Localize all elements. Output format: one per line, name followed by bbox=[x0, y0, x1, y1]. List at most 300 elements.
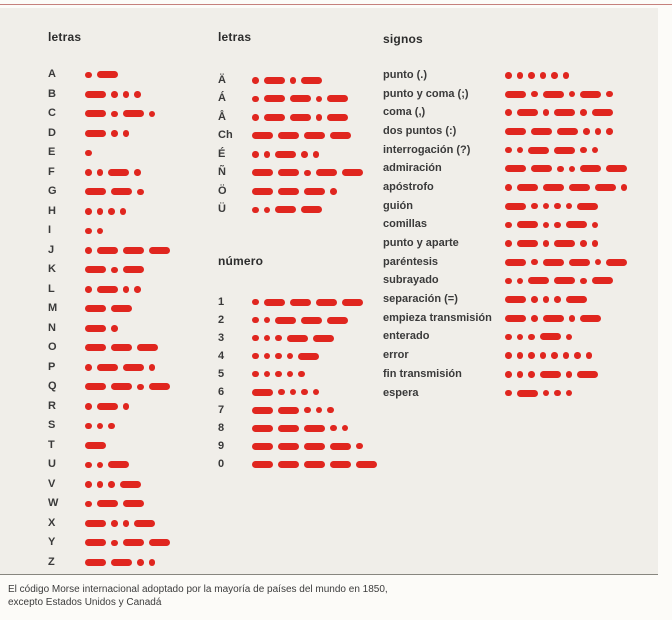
morse-dash bbox=[543, 315, 564, 322]
code-label: fin transmisión bbox=[383, 367, 462, 380]
morse-dot bbox=[528, 352, 535, 359]
morse-dash bbox=[554, 240, 575, 247]
morse-dot bbox=[528, 371, 535, 378]
morse-dot bbox=[531, 203, 538, 210]
code-row bbox=[48, 260, 175, 280]
morse-dash bbox=[330, 443, 351, 450]
morse-dash bbox=[528, 277, 549, 284]
morse-dot bbox=[304, 407, 311, 414]
morse-code bbox=[85, 325, 123, 332]
code-label: Ö bbox=[218, 184, 227, 197]
code-row bbox=[48, 221, 175, 241]
header-letters-1: letras bbox=[48, 30, 82, 44]
code-row bbox=[48, 319, 175, 339]
morse-dot bbox=[543, 240, 550, 247]
code-label: espera bbox=[383, 386, 419, 399]
caption bbox=[8, 583, 548, 609]
morse-dot bbox=[517, 278, 524, 285]
morse-dot bbox=[621, 184, 628, 191]
morse-code bbox=[505, 259, 632, 266]
code-row bbox=[48, 416, 175, 436]
morse-dot bbox=[97, 481, 104, 488]
morse-dot bbox=[85, 481, 92, 488]
morse-dash bbox=[304, 461, 325, 468]
morse-dot bbox=[134, 91, 141, 98]
code-row bbox=[48, 143, 175, 163]
code-label: comillas bbox=[383, 218, 428, 231]
code-row bbox=[48, 338, 175, 358]
morse-dash bbox=[569, 184, 590, 191]
morse-dot bbox=[252, 114, 259, 121]
code-label: N bbox=[48, 321, 56, 334]
morse-dot bbox=[252, 335, 259, 342]
code-label: Q bbox=[48, 380, 57, 393]
morse-dash bbox=[252, 389, 273, 396]
morse-code bbox=[252, 353, 324, 360]
code-label: O bbox=[48, 341, 57, 354]
column-letters-accented bbox=[218, 71, 368, 219]
morse-dash bbox=[287, 335, 308, 342]
morse-code bbox=[505, 72, 574, 79]
code-label: B bbox=[48, 87, 56, 100]
morse-dot bbox=[252, 96, 259, 103]
code-label: T bbox=[48, 438, 55, 451]
code-label: C bbox=[48, 107, 56, 120]
morse-dot bbox=[551, 352, 558, 359]
morse-dash bbox=[517, 390, 538, 397]
morse-dot bbox=[566, 203, 573, 210]
morse-dot bbox=[97, 208, 104, 215]
morse-code bbox=[252, 407, 339, 414]
morse-dot bbox=[85, 364, 92, 371]
morse-dot bbox=[551, 72, 558, 79]
code-row bbox=[48, 182, 175, 202]
code-row bbox=[48, 397, 175, 417]
morse-dash bbox=[97, 286, 118, 293]
morse-dot bbox=[517, 352, 524, 359]
morse-dot bbox=[540, 352, 547, 359]
morse-dash bbox=[275, 317, 296, 324]
morse-dash bbox=[264, 95, 285, 102]
morse-dot bbox=[123, 520, 130, 527]
code-label: separación (=) bbox=[383, 293, 458, 306]
morse-dot bbox=[85, 501, 92, 508]
morse-code bbox=[252, 389, 324, 396]
code-row bbox=[48, 85, 175, 105]
morse-code bbox=[85, 423, 120, 430]
morse-code bbox=[85, 442, 111, 449]
morse-dot bbox=[580, 109, 587, 116]
code-row bbox=[383, 197, 632, 216]
code-row bbox=[48, 553, 175, 573]
morse-code bbox=[85, 403, 134, 410]
code-label: H bbox=[48, 204, 56, 217]
code-row bbox=[218, 71, 368, 90]
morse-dot bbox=[580, 240, 587, 247]
morse-dash bbox=[149, 383, 170, 390]
morse-dash bbox=[554, 277, 575, 284]
morse-dot bbox=[316, 96, 323, 103]
code-label: S bbox=[48, 419, 56, 432]
morse-dash bbox=[264, 77, 285, 84]
code-label: admiración bbox=[383, 162, 442, 175]
code-label: 7 bbox=[218, 403, 225, 416]
code-row bbox=[48, 163, 175, 183]
morse-dash bbox=[316, 169, 337, 176]
code-label: K bbox=[48, 263, 56, 276]
morse-dash bbox=[543, 259, 564, 266]
morse-dot bbox=[505, 352, 512, 359]
code-row bbox=[383, 346, 632, 365]
morse-code bbox=[85, 500, 149, 507]
code-label: Z bbox=[48, 555, 55, 568]
morse-dot bbox=[111, 111, 118, 118]
morse-dash bbox=[592, 109, 613, 116]
header-signs: signos bbox=[383, 32, 423, 46]
morse-dash bbox=[85, 325, 106, 332]
code-label: Ü bbox=[218, 203, 226, 216]
morse-dash bbox=[264, 299, 285, 306]
morse-dot bbox=[108, 423, 115, 430]
morse-dash bbox=[290, 114, 311, 121]
morse-code bbox=[505, 184, 632, 191]
morse-dot bbox=[85, 286, 92, 293]
morse-dash bbox=[111, 383, 132, 390]
code-row bbox=[48, 494, 175, 514]
morse-dash bbox=[123, 364, 144, 371]
morse-dot bbox=[252, 317, 259, 324]
morse-dash bbox=[97, 500, 118, 507]
morse-dot bbox=[543, 296, 550, 303]
morse-dash bbox=[554, 109, 575, 116]
morse-code bbox=[505, 296, 592, 303]
morse-code bbox=[85, 208, 131, 215]
morse-dash bbox=[85, 266, 106, 273]
code-row bbox=[383, 253, 632, 272]
morse-dash bbox=[252, 443, 273, 450]
morse-dot bbox=[252, 207, 259, 214]
morse-code bbox=[505, 352, 597, 359]
caption-line-1: El código Morse internacional adoptado por la mayoría de países del mundo en 1850, bbox=[8, 584, 388, 595]
morse-dash bbox=[569, 259, 590, 266]
code-label: P bbox=[48, 360, 56, 373]
morse-dot bbox=[111, 325, 118, 332]
code-row bbox=[218, 127, 368, 146]
morse-dot bbox=[563, 352, 570, 359]
morse-code bbox=[505, 333, 577, 340]
morse-dot bbox=[111, 520, 118, 527]
morse-dash bbox=[97, 247, 118, 254]
morse-dash bbox=[252, 132, 273, 139]
morse-code bbox=[85, 247, 175, 254]
morse-dot bbox=[592, 222, 599, 229]
morse-code bbox=[505, 109, 618, 116]
morse-code bbox=[252, 371, 310, 378]
code-label: R bbox=[48, 399, 56, 412]
morse-code bbox=[85, 91, 146, 98]
morse-dash bbox=[278, 188, 299, 195]
morse-code bbox=[85, 188, 149, 195]
morse-code bbox=[252, 461, 382, 468]
morse-dot bbox=[252, 371, 259, 378]
morse-dot bbox=[252, 77, 259, 84]
code-label: G bbox=[48, 185, 57, 198]
morse-dot bbox=[540, 72, 547, 79]
morse-dash bbox=[517, 221, 538, 228]
morse-code bbox=[252, 114, 353, 121]
code-row bbox=[48, 65, 175, 85]
morse-dot bbox=[97, 423, 104, 430]
morse-dot bbox=[531, 91, 538, 98]
morse-dash bbox=[505, 128, 526, 135]
morse-dash bbox=[120, 481, 141, 488]
morse-dash bbox=[505, 203, 526, 210]
morse-code bbox=[85, 286, 146, 293]
code-row bbox=[383, 272, 632, 291]
morse-code bbox=[252, 151, 324, 158]
code-row bbox=[48, 475, 175, 495]
morse-code bbox=[252, 335, 339, 342]
morse-dash bbox=[278, 461, 299, 468]
morse-dot bbox=[123, 91, 130, 98]
code-label: Á bbox=[218, 92, 226, 105]
code-row bbox=[218, 108, 368, 127]
morse-dot bbox=[606, 91, 613, 98]
code-row bbox=[48, 280, 175, 300]
morse-dash bbox=[301, 77, 322, 84]
morse-dot bbox=[252, 353, 259, 360]
morse-dash bbox=[566, 221, 587, 228]
morse-dot bbox=[123, 286, 130, 293]
code-label: V bbox=[48, 477, 56, 490]
caption-line-2: excepto Estados Unidos y Canadá bbox=[8, 597, 162, 608]
morse-code bbox=[85, 169, 146, 176]
morse-dash bbox=[557, 128, 578, 135]
page-top-rule bbox=[0, 4, 672, 5]
morse-dot bbox=[505, 109, 512, 116]
morse-dot bbox=[342, 425, 349, 432]
code-label: U bbox=[48, 458, 56, 471]
code-row bbox=[218, 437, 382, 455]
code-row bbox=[218, 347, 382, 365]
morse-dash bbox=[327, 95, 348, 102]
morse-dot bbox=[330, 425, 337, 432]
morse-dot bbox=[149, 111, 156, 118]
morse-dash bbox=[85, 520, 106, 527]
morse-dot bbox=[264, 353, 271, 360]
code-row bbox=[48, 455, 175, 475]
code-row bbox=[383, 85, 632, 104]
code-row bbox=[218, 455, 382, 473]
morse-dash bbox=[356, 461, 377, 468]
morse-dot bbox=[554, 222, 561, 229]
morse-dot bbox=[85, 150, 92, 157]
morse-dot bbox=[120, 208, 127, 215]
morse-code bbox=[85, 266, 149, 273]
morse-dash bbox=[316, 299, 337, 306]
morse-dot bbox=[505, 72, 512, 79]
morse-code bbox=[505, 165, 632, 172]
morse-dash bbox=[577, 203, 598, 210]
morse-dash bbox=[298, 353, 319, 360]
code-row bbox=[383, 122, 632, 141]
code-label: L bbox=[48, 282, 55, 295]
code-label: 9 bbox=[218, 439, 225, 452]
morse-dot bbox=[85, 72, 92, 79]
morse-dot bbox=[554, 296, 561, 303]
code-label: error bbox=[383, 349, 409, 362]
morse-dot bbox=[111, 267, 118, 274]
code-row bbox=[48, 299, 175, 319]
morse-dash bbox=[290, 299, 311, 306]
code-row bbox=[48, 124, 175, 144]
morse-code bbox=[505, 371, 603, 378]
morse-dash bbox=[330, 461, 351, 468]
morse-dot bbox=[356, 443, 363, 450]
morse-dot bbox=[313, 389, 320, 396]
morse-dot bbox=[85, 247, 92, 254]
morse-dash bbox=[505, 315, 526, 322]
morse-dash bbox=[111, 344, 132, 351]
morse-dash bbox=[304, 425, 325, 432]
morse-dash bbox=[580, 165, 601, 172]
morse-dot bbox=[290, 389, 297, 396]
morse-code bbox=[505, 203, 603, 210]
code-label: M bbox=[48, 302, 58, 315]
morse-dash bbox=[252, 461, 273, 468]
morse-dash bbox=[278, 443, 299, 450]
morse-dash bbox=[85, 130, 106, 137]
morse-dot bbox=[134, 169, 141, 176]
morse-dash bbox=[123, 247, 144, 254]
code-row bbox=[218, 383, 382, 401]
morse-dash bbox=[123, 539, 144, 546]
morse-dash bbox=[252, 188, 273, 195]
morse-dot bbox=[304, 170, 311, 177]
morse-dash bbox=[330, 132, 351, 139]
code-row bbox=[218, 201, 368, 220]
morse-dot bbox=[595, 128, 602, 135]
morse-dash bbox=[301, 206, 322, 213]
code-row bbox=[218, 90, 368, 109]
morse-dot bbox=[569, 315, 576, 322]
code-label: É bbox=[218, 147, 226, 160]
morse-dot bbox=[264, 207, 271, 214]
morse-dash bbox=[531, 165, 552, 172]
morse-code bbox=[505, 390, 577, 397]
morse-code bbox=[85, 110, 160, 117]
code-row bbox=[48, 104, 175, 124]
morse-dash bbox=[342, 169, 363, 176]
code-row bbox=[383, 328, 632, 347]
morse-dash bbox=[543, 91, 564, 98]
code-row bbox=[383, 309, 632, 328]
morse-dash bbox=[85, 344, 106, 351]
morse-code bbox=[505, 221, 603, 228]
morse-dot bbox=[586, 352, 593, 359]
morse-code bbox=[252, 425, 353, 432]
code-row bbox=[383, 103, 632, 122]
morse-dot bbox=[531, 296, 538, 303]
morse-dot bbox=[505, 371, 512, 378]
morse-dot bbox=[517, 147, 524, 154]
code-label: 4 bbox=[218, 349, 225, 362]
morse-code bbox=[85, 559, 160, 566]
morse-dash bbox=[301, 317, 322, 324]
morse-dot bbox=[543, 222, 550, 229]
morse-dot bbox=[517, 371, 524, 378]
morse-dot bbox=[313, 151, 320, 158]
morse-code bbox=[85, 305, 137, 312]
morse-code bbox=[505, 128, 618, 135]
morse-code bbox=[85, 383, 175, 390]
morse-dot bbox=[264, 151, 271, 158]
morse-dot bbox=[85, 403, 92, 410]
morse-dot bbox=[85, 228, 92, 235]
morse-dot bbox=[554, 203, 561, 210]
morse-dash bbox=[252, 407, 273, 414]
morse-dot bbox=[595, 259, 602, 266]
morse-dash bbox=[540, 333, 561, 340]
morse-dot bbox=[287, 353, 294, 360]
morse-dash bbox=[123, 110, 144, 117]
morse-dash bbox=[595, 184, 616, 191]
header-letters-2: letras bbox=[218, 30, 252, 44]
morse-dot bbox=[505, 334, 512, 341]
morse-code bbox=[505, 147, 603, 154]
morse-dot bbox=[137, 559, 144, 566]
morse-code bbox=[252, 443, 368, 450]
morse-dash bbox=[149, 247, 170, 254]
morse-code bbox=[252, 95, 353, 102]
code-label: Ch bbox=[218, 129, 233, 142]
morse-code bbox=[252, 132, 356, 139]
code-label: I bbox=[48, 224, 52, 237]
morse-dash bbox=[278, 132, 299, 139]
morse-dot bbox=[528, 72, 535, 79]
code-label: A bbox=[48, 68, 56, 81]
morse-code bbox=[252, 206, 327, 213]
morse-dash bbox=[111, 305, 132, 312]
morse-dot bbox=[543, 390, 550, 397]
morse-dash bbox=[252, 169, 273, 176]
morse-dash bbox=[566, 296, 587, 303]
code-row bbox=[383, 290, 632, 309]
morse-dash bbox=[327, 114, 348, 121]
code-row bbox=[218, 293, 382, 311]
morse-dash bbox=[85, 442, 106, 449]
code-label: 8 bbox=[218, 421, 225, 434]
morse-dash bbox=[342, 299, 363, 306]
morse-dot bbox=[97, 462, 104, 469]
morse-dash bbox=[304, 188, 325, 195]
morse-code bbox=[505, 240, 603, 247]
code-label: guión bbox=[383, 199, 413, 212]
code-row bbox=[48, 436, 175, 456]
morse-dash bbox=[85, 539, 106, 546]
code-row bbox=[383, 141, 632, 160]
code-row bbox=[218, 329, 382, 347]
morse-dash bbox=[327, 317, 348, 324]
code-label: 3 bbox=[218, 331, 225, 344]
morse-code bbox=[85, 344, 163, 351]
morse-dot bbox=[97, 169, 104, 176]
morse-dot bbox=[517, 334, 524, 341]
morse-dash bbox=[264, 114, 285, 121]
code-row bbox=[383, 66, 632, 85]
morse-dash bbox=[528, 147, 549, 154]
code-label: punto y aparte bbox=[383, 237, 459, 250]
